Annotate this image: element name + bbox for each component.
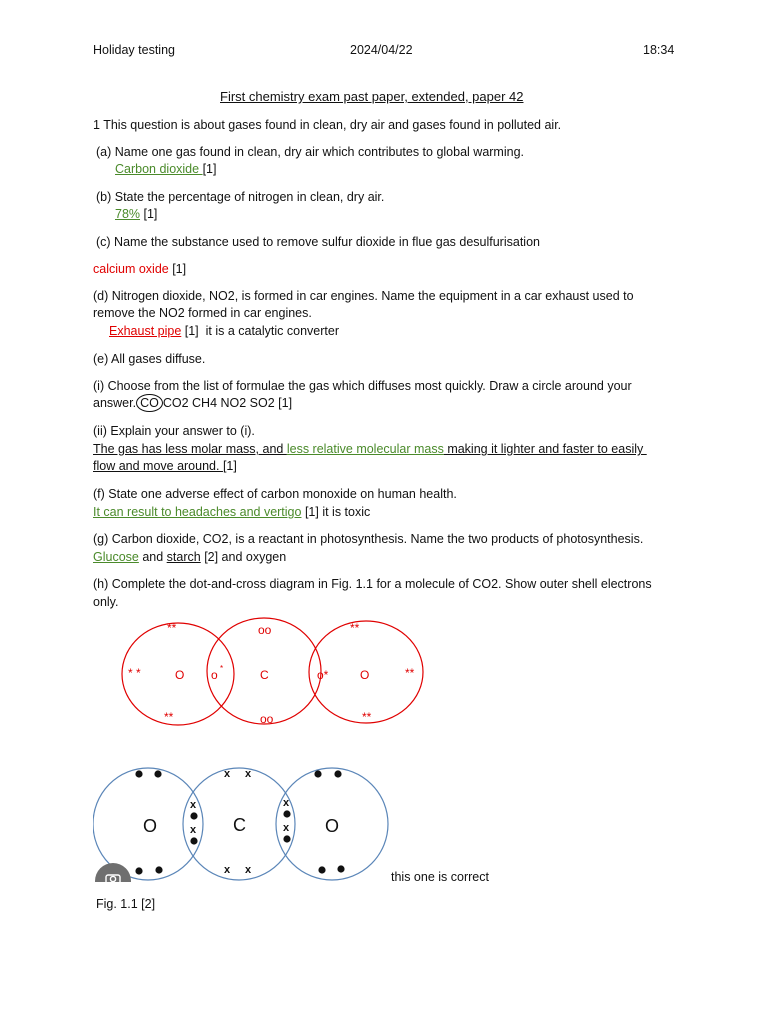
question-d-line2: remove the NO2 formed in car engines. bbox=[93, 306, 312, 320]
answer-g-mark: [2] and oxygen bbox=[200, 550, 287, 564]
left-shared-cross-1: x bbox=[190, 799, 197, 811]
header-date: 2024/04/22 bbox=[350, 43, 413, 57]
e-ii-part2: less relative molecular mass bbox=[286, 442, 444, 456]
dot-cross-diagram-blue bbox=[93, 760, 393, 882]
right-bottom-electrons: ** bbox=[362, 710, 372, 724]
correct-note: this one is correct bbox=[391, 870, 489, 884]
e-ii-line2: flow and move around. bbox=[93, 459, 223, 473]
left-shared-cross-2: x bbox=[190, 824, 197, 836]
answer-a-text: Carbon dioxide bbox=[115, 162, 203, 176]
left-bottom-electrons: ** bbox=[164, 710, 174, 724]
question-f: (f) State one adverse effect of carbon monoxide on human health. bbox=[93, 487, 457, 501]
question-h-line1: (h) Complete the dot-and-cross diagram in Fig. 1.1 for a molecule of CO2. Show outer shell electrons bbox=[93, 577, 652, 591]
right-side-electrons: ** bbox=[405, 666, 415, 680]
left-oxygen-symbol: O bbox=[175, 668, 185, 682]
carbon-top-electrons: oo bbox=[258, 623, 272, 637]
question-g: (g) Carbon dioxide, CO2, is a reactant in photosynthesis. Name the two products of photosynthesis. bbox=[93, 532, 644, 546]
answer-g-starch: starch bbox=[166, 550, 201, 564]
answer-d-mark: [1] bbox=[181, 324, 199, 338]
question-h-line2: only. bbox=[93, 595, 119, 609]
right-top-electrons: ** bbox=[350, 621, 360, 635]
answer-d-text: Exhaust pipe bbox=[109, 324, 182, 338]
e-ii-part3: making it lighter and faster to easily bbox=[443, 442, 647, 456]
left-side-electrons: * * bbox=[128, 666, 141, 680]
answer-g-glucose: Glucose bbox=[93, 550, 139, 564]
left-top-electrons: ** bbox=[167, 621, 177, 635]
question-a: (a) Name one gas found in clean, dry air which contributes to global warming. bbox=[96, 145, 524, 159]
right-oxygen-symbol: O bbox=[360, 668, 370, 682]
right-shared-electrons: o* bbox=[317, 668, 329, 682]
carbon-top-cross-2: x bbox=[245, 768, 252, 780]
page-title: First chemistry exam past paper, extended, paper 42 bbox=[220, 89, 524, 104]
question-e-ii: (ii) Explain your answer to (i). bbox=[93, 424, 255, 438]
answer-c-mark: [1] bbox=[168, 262, 187, 276]
carbon-bottom-cross-1: x bbox=[224, 864, 231, 876]
carbon-symbol: C bbox=[260, 668, 269, 682]
answer-f-mark: [1] bbox=[301, 505, 319, 519]
answer-b-mark: [1] bbox=[140, 207, 158, 221]
header-left: Holiday testing bbox=[93, 43, 175, 57]
question-e-i-line1: (i) Choose from the list of formulae the gas which diffuses most quickly. Draw a circle around your bbox=[93, 379, 632, 393]
answer-b-text: 78% bbox=[115, 207, 141, 221]
answer-d-note: it is a catalytic converter bbox=[198, 324, 339, 338]
e-i-prefix: answer. bbox=[93, 396, 137, 410]
question-e: (e) All gases diffuse. bbox=[93, 352, 206, 366]
intro-text: 1 This question is about gases found in clean, dry air and gases found in polluted air. bbox=[93, 118, 562, 132]
carbon-bottom-electrons: oo bbox=[260, 712, 274, 726]
answer-f-note: it is toxic bbox=[318, 505, 371, 519]
question-b: (b) State the percentage of nitrogen in clean, dry air. bbox=[96, 190, 385, 204]
answer-c-text: calcium oxide bbox=[93, 262, 169, 276]
camera-icon[interactable] bbox=[95, 863, 131, 882]
e-ii-mark: [1] bbox=[222, 459, 237, 473]
question-d-line1: (d) Nitrogen dioxide, NO2, is formed in car engines. Name the equipment in a car exhaust used to bbox=[93, 289, 634, 303]
answer-g-and: and bbox=[138, 550, 167, 564]
left-shared-star: * bbox=[220, 664, 224, 673]
left-shared-o: o bbox=[211, 668, 218, 682]
reference-diagram-image bbox=[93, 760, 393, 882]
question-c: (c) Name the substance used to remove sulfur dioxide in flue gas desulfurisation bbox=[96, 235, 540, 249]
e-i-options: CO2 CH4 NO2 SO2 [1] bbox=[162, 396, 293, 410]
answer-f-text: It can result to headaches and vertigo bbox=[93, 505, 302, 519]
e-ii-part1: The gas has less molar mass, and bbox=[93, 442, 287, 456]
header-time: 18:34 bbox=[643, 43, 675, 57]
right-shared-cross-2: x bbox=[283, 822, 290, 834]
carbon-symbol: C bbox=[233, 815, 246, 835]
left-oxygen-symbol: O bbox=[143, 816, 158, 836]
answer-a-mark: [1] bbox=[202, 162, 217, 176]
carbon-top-cross-1: x bbox=[224, 768, 231, 780]
carbon-bottom-cross-2: x bbox=[245, 864, 252, 876]
figure-caption: Fig. 1.1 [2] bbox=[96, 897, 156, 911]
circled-answer: CO bbox=[136, 394, 163, 412]
right-oxygen-symbol: O bbox=[325, 816, 340, 836]
right-shared-cross-1: x bbox=[283, 797, 290, 809]
